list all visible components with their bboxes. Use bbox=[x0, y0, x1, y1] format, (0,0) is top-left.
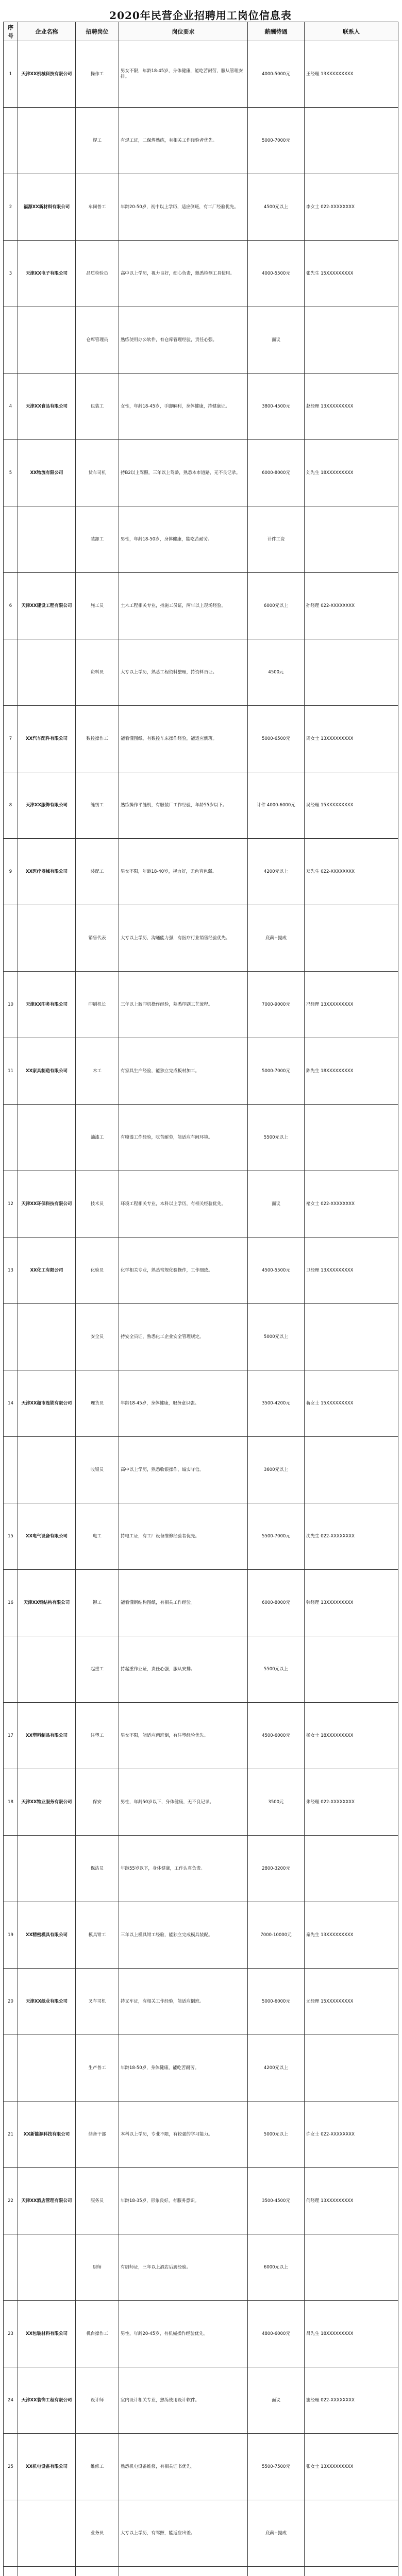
salary: 面议 bbox=[248, 2367, 305, 2434]
row-number bbox=[4, 2234, 18, 2301]
table-row bbox=[4, 1503, 398, 1570]
company-name bbox=[18, 2500, 76, 2567]
company-name bbox=[18, 1304, 76, 1370]
row-number bbox=[4, 1836, 18, 1902]
position-name: 装卸工 bbox=[76, 506, 119, 573]
company-name: XX家具制造有限公司 bbox=[18, 1038, 76, 1105]
row-number: 24 bbox=[4, 2367, 18, 2434]
salary: 6000-8000元 bbox=[248, 440, 305, 506]
table-row bbox=[4, 108, 398, 174]
salary bbox=[248, 2567, 305, 2576]
contact-info bbox=[305, 2234, 398, 2301]
salary: 6000元以上 bbox=[248, 573, 305, 639]
position-name: 保洁员 bbox=[76, 1836, 119, 1902]
table-row bbox=[4, 1171, 398, 1238]
contact-info: 陈先生 18XXXXXXXXX bbox=[305, 1038, 398, 1105]
company-name bbox=[18, 506, 76, 573]
contact-info bbox=[305, 905, 398, 972]
position-name: 理货员 bbox=[76, 1370, 119, 1437]
company-name: 天津XX机械科技有限公司 bbox=[18, 41, 76, 108]
position-requirement: 男女不限，年龄18-45岁，身体健康，能吃苦耐劳，服从管理安排。 bbox=[119, 41, 248, 108]
row-number: 11 bbox=[4, 1038, 18, 1105]
salary: 5000-7000元 bbox=[248, 1038, 305, 1105]
contact-info: 尤经理 15XXXXXXXXX bbox=[305, 1969, 398, 2035]
salary: 7000-9000元 bbox=[248, 972, 305, 1038]
header-contact: 联系人 bbox=[305, 22, 398, 41]
row-number: 19 bbox=[4, 1902, 18, 1969]
contact-info: 冯经理 13XXXXXXXXX bbox=[305, 972, 398, 1038]
salary: 3500-4200元 bbox=[248, 1370, 305, 1437]
salary: 3800-4500元 bbox=[248, 374, 305, 440]
table-row bbox=[4, 1437, 398, 1503]
position-requirement: 三年以上胶印机操作经验，熟悉印刷工艺流程。 bbox=[119, 972, 248, 1038]
salary: 4500元以上 bbox=[248, 174, 305, 241]
row-number: 14 bbox=[4, 1370, 18, 1437]
salary: 7000-10000元 bbox=[248, 1902, 305, 1969]
row-number bbox=[4, 2500, 18, 2567]
row-number: 4 bbox=[4, 374, 18, 440]
row-number bbox=[4, 2567, 18, 2576]
contact-info: 周女士 13XXXXXXXXX bbox=[305, 706, 398, 772]
table-row bbox=[4, 174, 398, 241]
contact-info bbox=[305, 108, 398, 174]
position-requirement: 熟悉机电设备维修，有相关证书优先。 bbox=[119, 2434, 248, 2500]
row-number: 21 bbox=[4, 2102, 18, 2168]
position-requirement: 男性，年龄20-45岁，有机械操作经验优先。 bbox=[119, 2301, 248, 2367]
position-requirement: 熟练使用办公软件，有仓库管理经验，责任心强。 bbox=[119, 307, 248, 374]
position-name: 铆工 bbox=[76, 1570, 119, 1636]
company-name: XX塑料制品有限公司 bbox=[18, 1703, 76, 1769]
table-row bbox=[4, 2301, 398, 2367]
position-requirement: 高中以上学历，熟悉收银操作，诚实守信。 bbox=[119, 1437, 248, 1503]
position-name: 施工员 bbox=[76, 573, 119, 639]
position-name: 模具钳工 bbox=[76, 1902, 119, 1969]
company-name: XX机电设备有限公司 bbox=[18, 2434, 76, 2500]
table-row bbox=[4, 1703, 398, 1769]
position-name: 设计师 bbox=[76, 2367, 119, 2434]
salary: 底薪+提成 bbox=[248, 2500, 305, 2567]
salary: 5000-6500元 bbox=[248, 706, 305, 772]
contact-info: 朱经理 022-XXXXXXXX bbox=[305, 1769, 398, 1836]
salary: 面议 bbox=[248, 307, 305, 374]
position-requirement: 环境工程相关专业，本科以上学历，有相关经验优先。 bbox=[119, 1171, 248, 1238]
row-number bbox=[4, 905, 18, 972]
contact-info: 韩经理 13XXXXXXXXX bbox=[305, 1570, 398, 1636]
contact-info bbox=[305, 2035, 398, 2102]
contact-info bbox=[305, 1836, 398, 1902]
company-name: XX包装材料有限公司 bbox=[18, 2301, 76, 2367]
position-requirement: 大专以上学历，熟悉工程资料整理，持资料员证。 bbox=[119, 639, 248, 706]
salary: 6000-8000元 bbox=[248, 1570, 305, 1636]
position-requirement: 大专以上学历，沟通能力强，有医疗行业销售经验优先。 bbox=[119, 905, 248, 972]
row-number bbox=[4, 1304, 18, 1370]
header-salary: 薪酬待遇 bbox=[248, 22, 305, 41]
salary: 5000-6000元 bbox=[248, 1969, 305, 2035]
table-row bbox=[4, 1636, 398, 1703]
contact-info bbox=[305, 1304, 398, 1370]
position-name: 装配工 bbox=[76, 839, 119, 905]
position-requirement: 有家具生产经验，能独立完成板材加工。 bbox=[119, 1038, 248, 1105]
contact-info: 吕先生 18XXXXXXXXX bbox=[305, 2301, 398, 2367]
contact-info: 王经理 13XXXXXXXXX bbox=[305, 41, 398, 108]
row-number bbox=[4, 2035, 18, 2102]
salary: 底薪+提成 bbox=[248, 905, 305, 972]
contact-info bbox=[305, 639, 398, 706]
position-name: 销售代表 bbox=[76, 905, 119, 972]
position-requirement: 持起重作业证，责任心强，服从安排。 bbox=[119, 1636, 248, 1703]
position-requirement: 熟练操作平缝机，有服装厂工作经验，年龄55岁以下。 bbox=[119, 772, 248, 839]
row-number: 5 bbox=[4, 440, 18, 506]
position-requirement: 土木工程相关专业，持施工员证，两年以上现场经验。 bbox=[119, 573, 248, 639]
row-number: 25 bbox=[4, 2434, 18, 2500]
position-requirement: 年龄18-50岁，身体健康，能吃苦耐劳。 bbox=[119, 2035, 248, 2102]
row-number: 20 bbox=[4, 1969, 18, 2035]
company-name: 天津XX装饰工程有限公司 bbox=[18, 2367, 76, 2434]
row-number: 8 bbox=[4, 772, 18, 839]
position-name: 缝纫工 bbox=[76, 772, 119, 839]
row-number: 12 bbox=[4, 1171, 18, 1238]
header-requirement: 岗位要求 bbox=[119, 22, 248, 41]
table-row bbox=[4, 772, 398, 839]
company-name: XX新能源科技有限公司 bbox=[18, 2102, 76, 2168]
company-name bbox=[18, 108, 76, 174]
contact-info: 吴经理 15XXXXXXXXX bbox=[305, 772, 398, 839]
company-name bbox=[18, 2234, 76, 2301]
position-name: 保安 bbox=[76, 1769, 119, 1836]
row-number: 16 bbox=[4, 1570, 18, 1636]
company-name: 天津XX服饰有限公司 bbox=[18, 772, 76, 839]
row-number bbox=[4, 108, 18, 174]
salary: 3600元以上 bbox=[248, 1437, 305, 1503]
row-number: 3 bbox=[4, 241, 18, 307]
position-requirement: 有厨师证，三年以上酒店后厨经验。 bbox=[119, 2234, 248, 2301]
row-number: 2 bbox=[4, 174, 18, 241]
table-row bbox=[4, 2567, 398, 2576]
contact-info: 赵经理 13XXXXXXXXX bbox=[305, 374, 398, 440]
company-name bbox=[18, 2035, 76, 2102]
salary: 4800-6000元 bbox=[248, 2301, 305, 2367]
row-number: 15 bbox=[4, 1503, 18, 1570]
row-number: 13 bbox=[4, 1238, 18, 1304]
row-number bbox=[4, 1636, 18, 1703]
position-requirement: 大专以上学历，有驾照，能适应出差。 bbox=[119, 2500, 248, 2567]
table-row bbox=[4, 1370, 398, 1437]
table-row bbox=[4, 1038, 398, 1105]
salary: 计件工资 bbox=[248, 506, 305, 573]
salary: 计件 4000-6000元 bbox=[248, 772, 305, 839]
company-name: XX医疗器械有限公司 bbox=[18, 839, 76, 905]
contact-info: 张先生 15XXXXXXXXX bbox=[305, 241, 398, 307]
table-row bbox=[4, 440, 398, 506]
table-row bbox=[4, 639, 398, 706]
row-number: 10 bbox=[4, 972, 18, 1038]
contact-info: 蒋女士 15XXXXXXXXX bbox=[305, 1370, 398, 1437]
salary: 5500元以上 bbox=[248, 1105, 305, 1171]
table-row bbox=[4, 905, 398, 972]
position-name: 服务员 bbox=[76, 2168, 119, 2234]
position-requirement: 女性，年龄18-45岁，手脚麻利，身体健康，持健康证。 bbox=[119, 374, 248, 440]
position-requirement: 能看懂钢结构图纸，有相关工作经验。 bbox=[119, 1570, 248, 1636]
row-number bbox=[4, 639, 18, 706]
contact-info bbox=[305, 1105, 398, 1171]
row-number bbox=[4, 1437, 18, 1503]
contact-info: 孙经理 022-XXXXXXXX bbox=[305, 573, 398, 639]
row-number bbox=[4, 1105, 18, 1171]
position-requirement: 三年以上模具钳工经验，能独立完成模具装配。 bbox=[119, 1902, 248, 1969]
table-row bbox=[4, 1836, 398, 1902]
table-row bbox=[4, 374, 398, 440]
company-name: XX电气设备有限公司 bbox=[18, 1503, 76, 1570]
document-sheet bbox=[3, 0, 398, 2576]
position-requirement: 室内设计相关专业，熟练使用设计软件。 bbox=[119, 2367, 248, 2434]
row-number: 7 bbox=[4, 706, 18, 772]
contact-info: 褚女士 022-XXXXXXXX bbox=[305, 1171, 398, 1238]
row-number bbox=[4, 506, 18, 573]
row-number: 9 bbox=[4, 839, 18, 905]
table-row bbox=[4, 2434, 398, 2500]
position-name: 机台操作工 bbox=[76, 2301, 119, 2367]
row-number: 17 bbox=[4, 1703, 18, 1769]
position-name: 操作工 bbox=[76, 41, 119, 108]
contact-info bbox=[305, 1437, 398, 1503]
position-name: 电工 bbox=[76, 1503, 119, 1570]
table-body bbox=[4, 41, 398, 2576]
salary: 4000-5000元 bbox=[248, 41, 305, 108]
position-name: 焊工 bbox=[76, 108, 119, 174]
contact-info: 杨女士 18XXXXXXXXX bbox=[305, 1703, 398, 1769]
row-number bbox=[4, 307, 18, 374]
position-name: 起重工 bbox=[76, 1636, 119, 1703]
header-no: 序号 bbox=[4, 22, 18, 41]
contact-info: 刘先生 18XXXXXXXXX bbox=[305, 440, 398, 506]
recruitment-table bbox=[3, 22, 398, 2576]
position-requirement: 本科以上学历，专业不限，有较强的学习能力。 bbox=[119, 2102, 248, 2168]
contact-info: 张女士 13XXXXXXXXX bbox=[305, 2434, 398, 2500]
position-name: 储备干部 bbox=[76, 2102, 119, 2168]
row-number: 22 bbox=[4, 2168, 18, 2234]
position-requirement: 男性，年龄18-50岁，身体健康，能吃苦耐劳。 bbox=[119, 506, 248, 573]
table-row bbox=[4, 506, 398, 573]
position-name: 货车司机 bbox=[76, 440, 119, 506]
salary: 5000-7000元 bbox=[248, 108, 305, 174]
company-name: 天津XX纸业有限公司 bbox=[18, 1969, 76, 2035]
position-requirement: 男女不限，能适应两班倒，有注塑经验优先。 bbox=[119, 1703, 248, 1769]
position-name: 注塑工 bbox=[76, 1703, 119, 1769]
company-name bbox=[18, 1836, 76, 1902]
table-row bbox=[4, 839, 398, 905]
contact-info: 何经理 13XXXXXXXXX bbox=[305, 2168, 398, 2234]
contact-info: 秦先生 13XXXXXXXXX bbox=[305, 1902, 398, 1969]
table-row bbox=[4, 2102, 398, 2168]
salary: 5500元以上 bbox=[248, 1636, 305, 1703]
position-name: 木工 bbox=[76, 1038, 119, 1105]
table-row bbox=[4, 1105, 398, 1171]
company-name: XX精密模具有限公司 bbox=[18, 1902, 76, 1969]
company-name bbox=[18, 639, 76, 706]
position-name: 叉车司机 bbox=[76, 1969, 119, 2035]
position-requirement: 化学相关专业，熟悉常规化验操作，工作细致。 bbox=[119, 1238, 248, 1304]
salary: 5500-7000元 bbox=[248, 1503, 305, 1570]
position-name: 技术员 bbox=[76, 1171, 119, 1238]
company-name: XX物流有限公司 bbox=[18, 440, 76, 506]
table-row bbox=[4, 1304, 398, 1370]
salary: 2800-3200元 bbox=[248, 1836, 305, 1902]
position-requirement: 年龄20-50岁，初中以上学历，适应倒班，有工厂经验优先。 bbox=[119, 174, 248, 241]
salary: 6000元以上 bbox=[248, 2234, 305, 2301]
position-name: 包装工 bbox=[76, 374, 119, 440]
position-requirement: 有焊工证，二保焊熟练，有相关工作经验者优先。 bbox=[119, 108, 248, 174]
position-requirement: 能看懂图纸，有数控车床操作经验，能适应倒班。 bbox=[119, 706, 248, 772]
contact-info bbox=[305, 506, 398, 573]
position-name: 车间普工 bbox=[76, 174, 119, 241]
position-requirement: 持安全员证，熟悉化工企业安全管理规定。 bbox=[119, 1304, 248, 1370]
row-number: 23 bbox=[4, 2301, 18, 2367]
header-company: 企业名称 bbox=[18, 22, 76, 41]
position-name: 化验员 bbox=[76, 1238, 119, 1304]
company-name: 天津XX酒店管理有限公司 bbox=[18, 2168, 76, 2234]
table-row bbox=[4, 1238, 398, 1304]
salary: 5000元以上 bbox=[248, 1304, 305, 1370]
position-requirement: 持叉车证，有相关工作经验，能适应倒班。 bbox=[119, 1969, 248, 2035]
salary: 4500-5500元 bbox=[248, 1238, 305, 1304]
company-name bbox=[18, 1105, 76, 1171]
table-row bbox=[4, 1902, 398, 1969]
salary: 5500-7500元 bbox=[248, 2434, 305, 2500]
position-requirement: 有喷漆工作经验，吃苦耐劳，能适应车间环境。 bbox=[119, 1105, 248, 1171]
position-requirement: 持B2以上驾照，三年以上驾龄，熟悉本市道路，无不良记录。 bbox=[119, 440, 248, 506]
salary: 4500元 bbox=[248, 639, 305, 706]
position-name: 油漆工 bbox=[76, 1105, 119, 1171]
position-name: 生产普工 bbox=[76, 2035, 119, 2102]
row-number: 18 bbox=[4, 1769, 18, 1836]
position-name bbox=[76, 2567, 119, 2576]
position-name: 收银员 bbox=[76, 1437, 119, 1503]
company-name: XX化工有限公司 bbox=[18, 1238, 76, 1304]
position-name: 资料员 bbox=[76, 639, 119, 706]
position-requirement: 男性，年龄50岁以下，身体健康，无不良记录。 bbox=[119, 1769, 248, 1836]
salary: 4200元以上 bbox=[248, 2035, 305, 2102]
table-row bbox=[4, 1769, 398, 1836]
salary: 5000元以上 bbox=[248, 2102, 305, 2168]
table-row bbox=[4, 307, 398, 374]
company-name bbox=[18, 1437, 76, 1503]
position-name: 数控操作工 bbox=[76, 706, 119, 772]
salary: 3500-4500元 bbox=[248, 2168, 305, 2234]
position-requirement: 年龄18-45岁，身体健康，服务意识强。 bbox=[119, 1370, 248, 1437]
company-name: 天津XX建设工程有限公司 bbox=[18, 573, 76, 639]
table-row bbox=[4, 2367, 398, 2434]
salary: 4200元以上 bbox=[248, 839, 305, 905]
company-name: XX汽车配件有限公司 bbox=[18, 706, 76, 772]
table-row bbox=[4, 972, 398, 1038]
table-row bbox=[4, 2035, 398, 2102]
company-name bbox=[18, 2567, 76, 2576]
company-name: 天津XX环保科技有限公司 bbox=[18, 1171, 76, 1238]
table-row bbox=[4, 2168, 398, 2234]
position-name: 维修工 bbox=[76, 2434, 119, 2500]
position-requirement: 持电工证，有工厂设备维修经验者优先。 bbox=[119, 1503, 248, 1570]
position-requirement: 高中以上学历，视力良好，细心负责，熟悉检测工具使用。 bbox=[119, 241, 248, 307]
position-name: 品质检验员 bbox=[76, 241, 119, 307]
salary: 4500-6000元 bbox=[248, 1703, 305, 1769]
contact-info: 郑先生 022-XXXXXXXX bbox=[305, 839, 398, 905]
contact-info bbox=[305, 2500, 398, 2567]
salary: 3500元 bbox=[248, 1769, 305, 1836]
table-row bbox=[4, 1969, 398, 2035]
contact-info: 卫经理 13XXXXXXXXX bbox=[305, 1238, 398, 1304]
company-name: 天津XX超市连锁有限公司 bbox=[18, 1370, 76, 1437]
position-name: 安全员 bbox=[76, 1304, 119, 1370]
position-requirement bbox=[119, 2567, 248, 2576]
position-name: 厨师 bbox=[76, 2234, 119, 2301]
contact-info: 沈先生 022-XXXXXXXX bbox=[305, 1503, 398, 1570]
position-name: 业务员 bbox=[76, 2500, 119, 2567]
table-row bbox=[4, 706, 398, 772]
table-row bbox=[4, 2500, 398, 2567]
company-name bbox=[18, 905, 76, 972]
company-name: 福源XX新材料有限公司 bbox=[18, 174, 76, 241]
company-name: 天津XX印务有限公司 bbox=[18, 972, 76, 1038]
company-name bbox=[18, 307, 76, 374]
salary: 面议 bbox=[248, 1171, 305, 1238]
position-requirement: 年龄18-35岁，形象良好，有服务意识。 bbox=[119, 2168, 248, 2234]
row-number: 1 bbox=[4, 41, 18, 108]
company-name: 天津XX钢结构有限公司 bbox=[18, 1570, 76, 1636]
position-requirement: 男女不限，年龄18-40岁，视力好，无色盲色弱。 bbox=[119, 839, 248, 905]
table-header-row bbox=[4, 22, 398, 41]
contact-info bbox=[305, 2567, 398, 2576]
row-number: 6 bbox=[4, 573, 18, 639]
table-row bbox=[4, 2234, 398, 2301]
position-name: 仓库管理员 bbox=[76, 307, 119, 374]
contact-info: 施经理 022-XXXXXXXX bbox=[305, 2367, 398, 2434]
company-name bbox=[18, 1636, 76, 1703]
table-row bbox=[4, 1570, 398, 1636]
table-row bbox=[4, 573, 398, 639]
company-name: 天津XX食品有限公司 bbox=[18, 374, 76, 440]
company-name: 天津XX物业服务有限公司 bbox=[18, 1769, 76, 1836]
contact-info bbox=[305, 1636, 398, 1703]
contact-info: 许女士 022-XXXXXXXX bbox=[305, 2102, 398, 2168]
contact-info: 李女士 022-XXXXXXXX bbox=[305, 174, 398, 241]
document-title: 2020年民营企业招聘用工岗位信息表 bbox=[109, 9, 292, 22]
salary: 4000-5500元 bbox=[248, 241, 305, 307]
position-requirement: 年龄55岁以下，身体健康，工作认真负责。 bbox=[119, 1836, 248, 1902]
table-row bbox=[4, 41, 398, 108]
position-name: 印刷机长 bbox=[76, 972, 119, 1038]
header-position: 招聘岗位 bbox=[76, 22, 119, 41]
company-name: 天津XX电子有限公司 bbox=[18, 241, 76, 307]
table-row bbox=[4, 241, 398, 307]
contact-info bbox=[305, 307, 398, 374]
